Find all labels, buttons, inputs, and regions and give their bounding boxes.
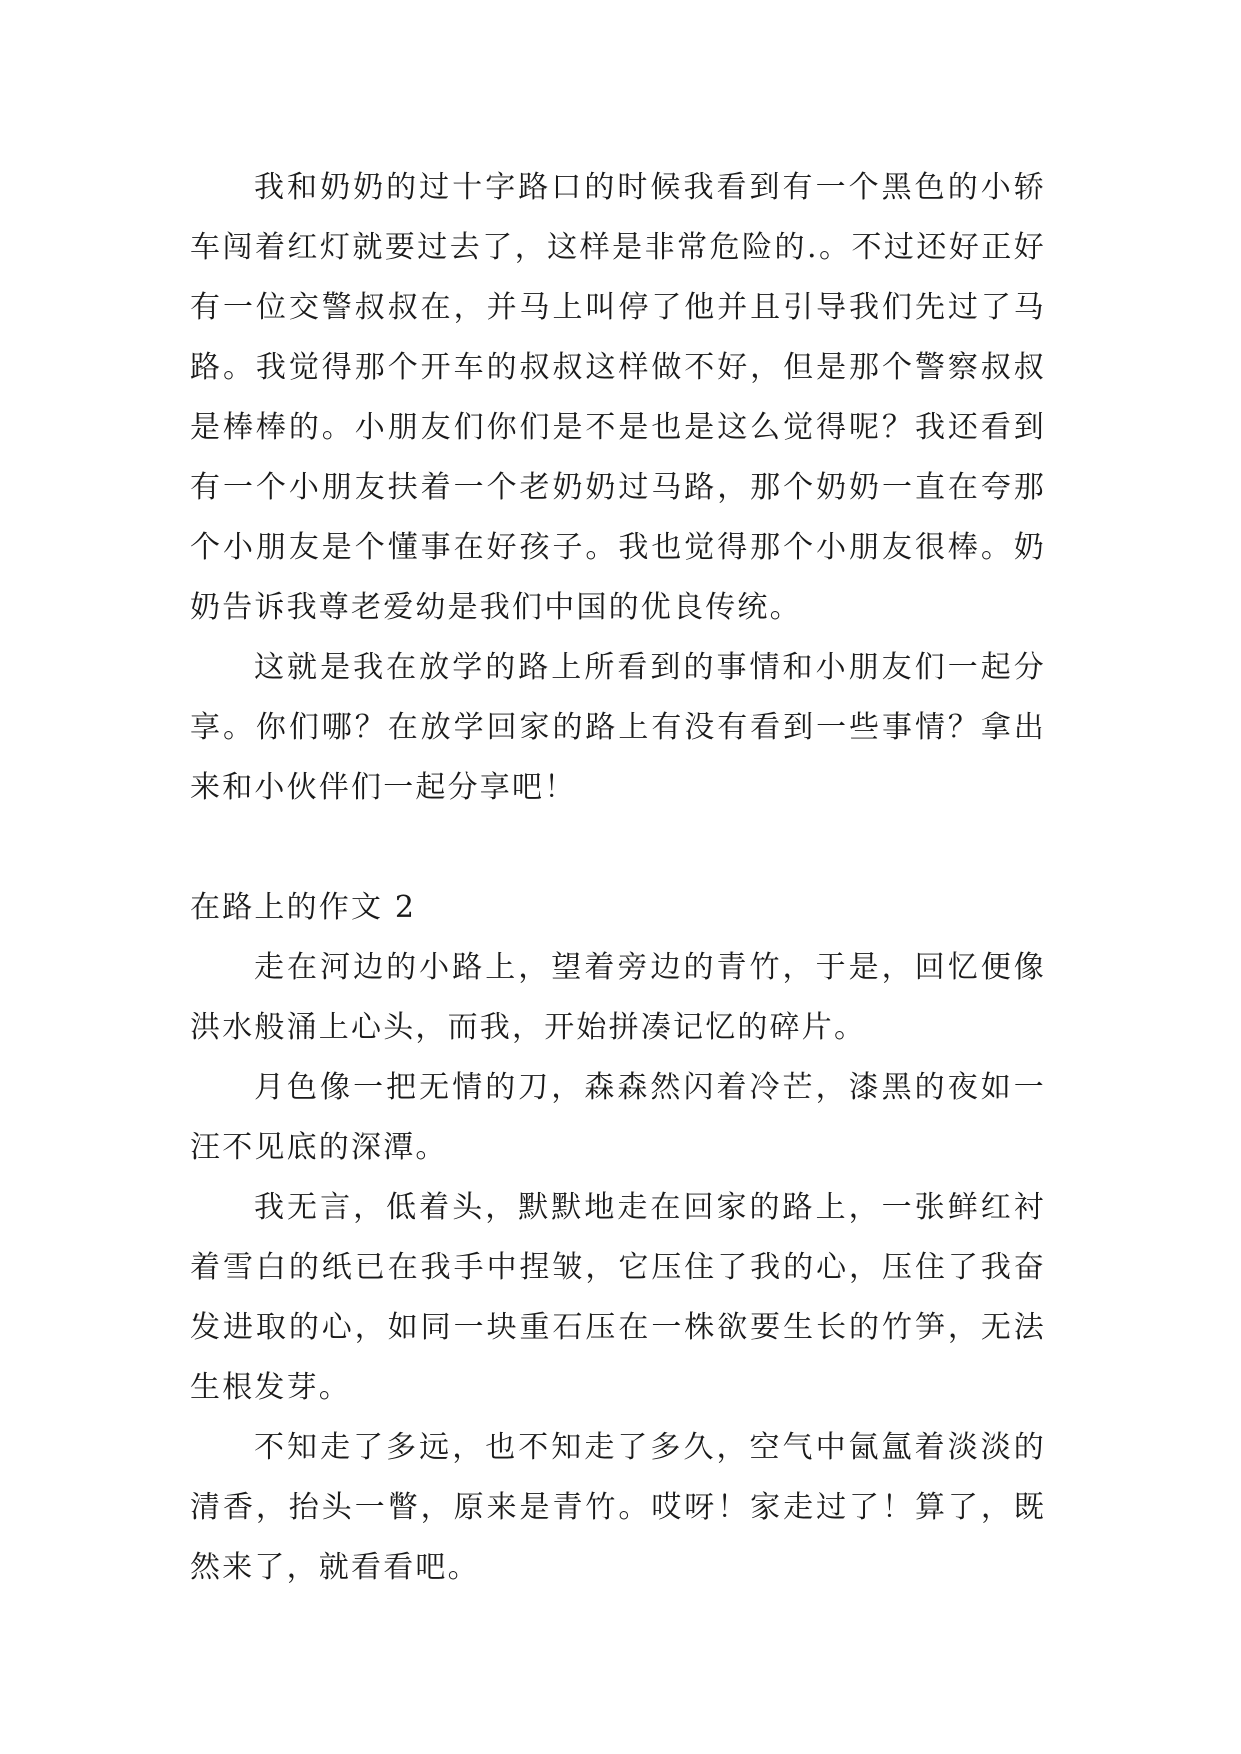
paragraph: 这就是我在放学的路上所看到的事情和小朋友们一起分享。你们哪？在放学回家的路上有没有看到一些事情？拿出来和小伙伴们一起分享吧！ [190,650,1046,805]
paragraph: 月色像一把无情的刀，森森然闪着冷芒，漆黑的夜如一汪不见底的深潭。 [190,1070,1046,1165]
section-heading: 在路上的作文 2 [190,890,417,925]
paragraph: 我无言，低着头，默默地走在回家的路上，一张鲜红衬着雪白的纸已在我手中捏皱，它压住了我的心，压住了我奋发进取的心，如同一块重石压在一株欲要生长的竹笋，无法生根发芽。 [190,1190,1046,1405]
paragraph: 走在河边的小路上，望着旁边的青竹，于是，回忆便像洪水般涌上心头，而我，开始拼凑记忆的碎片。 [190,950,1046,1045]
paragraph: 我和奶奶的过十字路口的时候我看到有一个黑色的小轿车闯着红灯就要过去了，这样是非常危险的.。不过还好正好有一位交警叔叔在，并马上叫停了他并且引导我们先过了马路。我觉得那个开车的叔叔这样做不好，但是那个警察叔叔是棒棒的。小朋友们你们是不是也是这么觉得呢？我还看到有一个小朋友扶着一个老奶奶过马路，那个奶奶一直在夸那个小朋友是个懂事在好孩子。我也觉得那个小朋友很棒。奶奶告诉我尊老爱幼是我们中国的优良传统。 [190,170,1046,625]
document-body [190,158,1046,1598]
paragraph: 不知走了多远，也不知走了多久，空气中氤氲着淡淡的清香，抬头一瞥，原来是青竹。哎呀！家走过了！算了，既然来了，就看看吧。 [190,1430,1046,1585]
